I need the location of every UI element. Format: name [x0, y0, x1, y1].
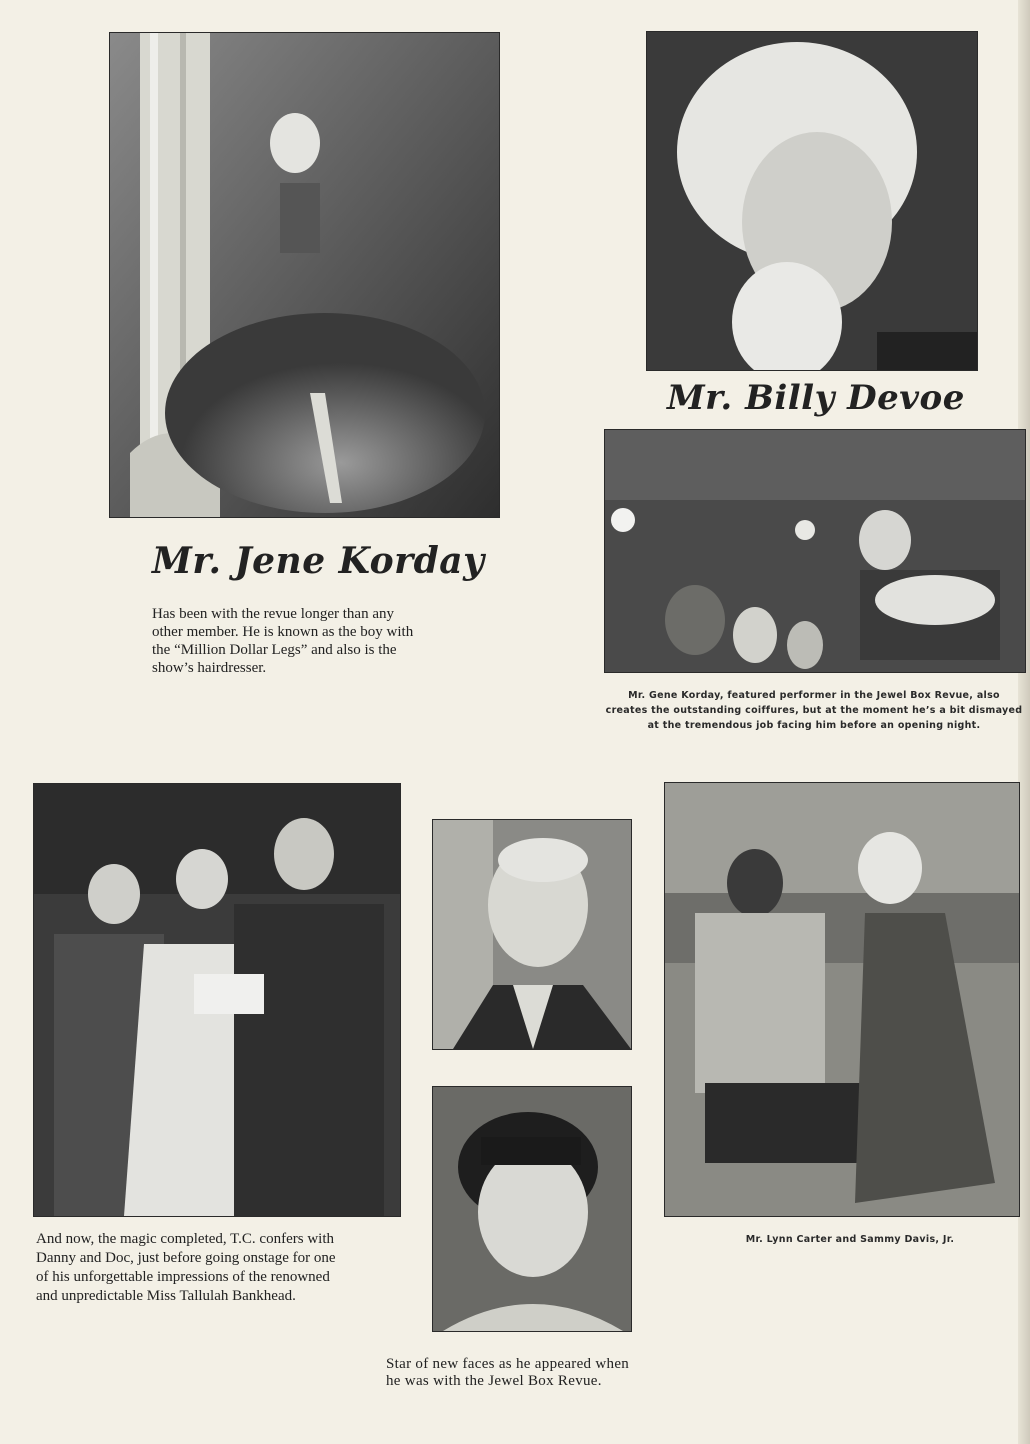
photo-new-face-portrait	[432, 1086, 632, 1332]
caption-wig-room	[604, 688, 1024, 733]
caption-line: Mr. Gene Korday, featured performer in the Jewel Box Revue, also	[628, 690, 1000, 701]
caption-line: And now, the magic completed, T.C. confers with	[36, 1231, 334, 1247]
caption-new-faces	[386, 1356, 629, 1390]
caption-carter-davis: Mr. Lynn Carter and Sammy Davis, Jr.	[745, 1234, 955, 1245]
caption-line: at the tremendous job facing him before an opening night.	[647, 720, 981, 731]
caption-line: and unpredictable Miss Tallulah Bankhead.	[36, 1288, 296, 1304]
photo-jene-korday-gown	[109, 32, 500, 518]
caption-line: creates the outstanding coiffures, but at the moment he’s a bit dismayed	[605, 705, 1023, 716]
caption-tc-onstage	[36, 1230, 336, 1306]
photo-wig-room	[604, 429, 1026, 673]
name-jene-korday: Mr. Jene Korday	[152, 540, 485, 582]
caption-line: the “Million Dollar Legs” and also is the	[152, 642, 397, 658]
caption-line: show’s hairdresser.	[152, 660, 267, 676]
photo-carter-davis	[664, 782, 1020, 1217]
caption-korday-bio	[152, 605, 413, 677]
photo-tc-danny-doc	[33, 783, 401, 1217]
caption-line: Danny and Doc, just before going onstage for one	[36, 1250, 336, 1266]
caption-line: of his unforgettable impressions of the renowned	[36, 1269, 330, 1285]
photo-billy-devoe-portrait	[646, 31, 978, 371]
photo-man-portrait	[432, 819, 632, 1050]
caption-line: he was with the Jewel Box Revue.	[386, 1373, 602, 1389]
caption-line: other member. He is known as the boy with	[152, 624, 414, 640]
caption-line: Has been with the revue longer than any	[152, 606, 394, 622]
caption-line: Star of new faces as he appeared when	[386, 1356, 630, 1372]
name-billy-devoe: Mr. Billy Devoe	[667, 378, 965, 418]
